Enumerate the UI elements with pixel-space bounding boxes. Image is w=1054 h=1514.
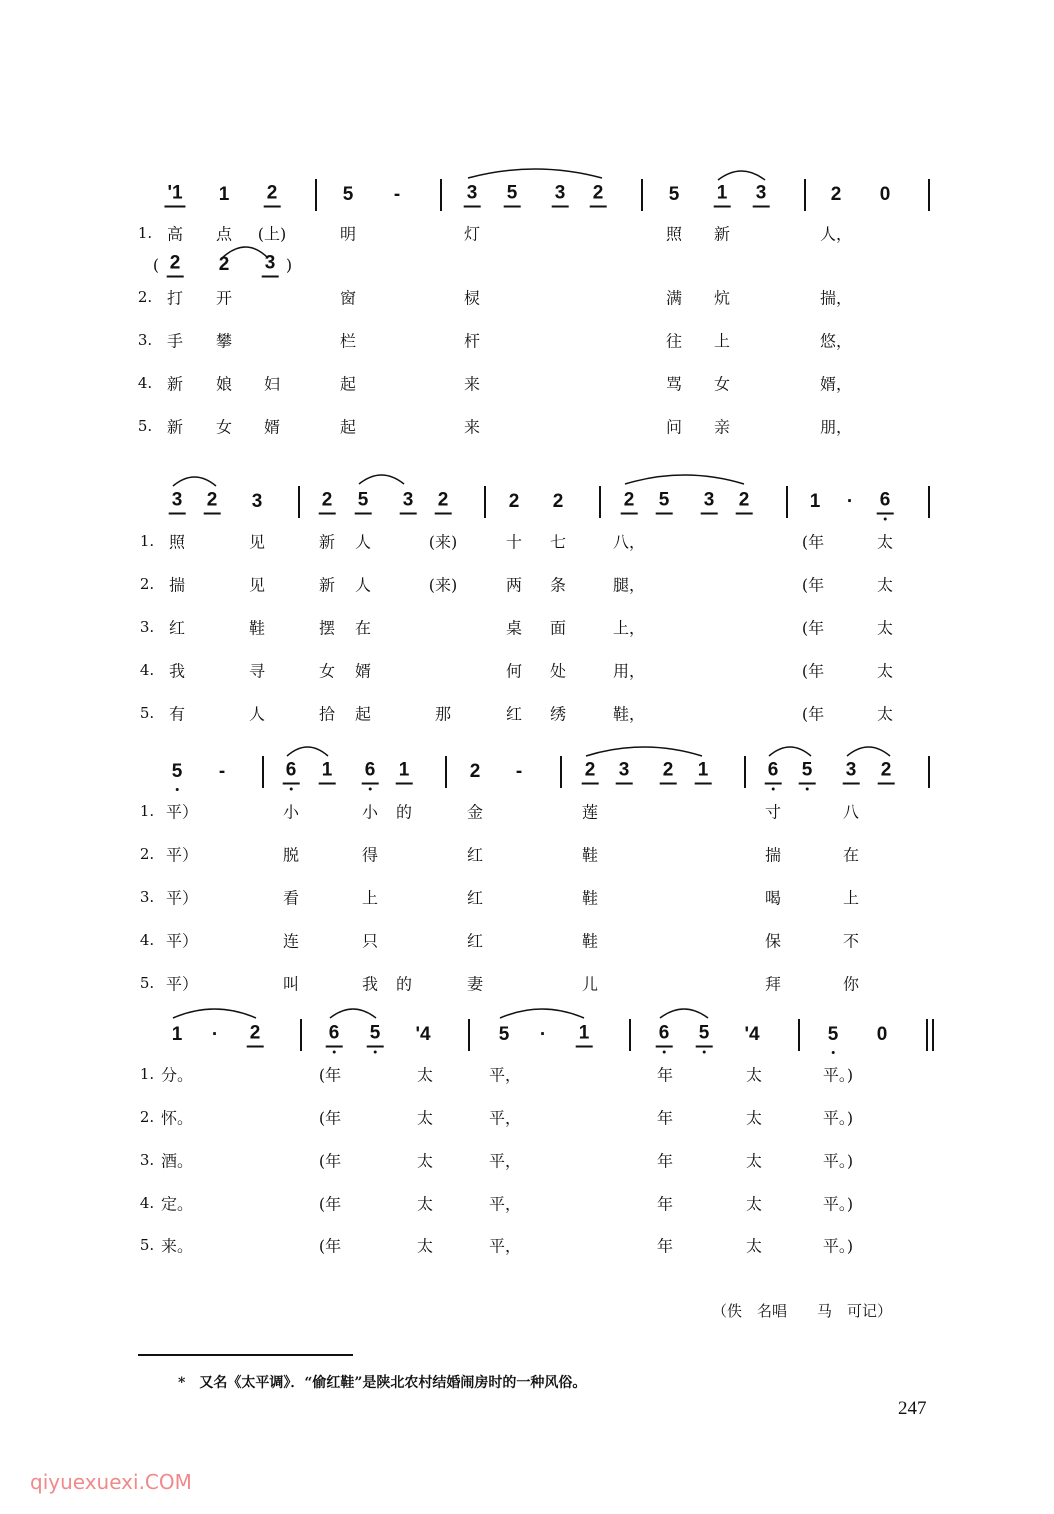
lyric: 明 [339, 224, 357, 244]
lyric: 平） [165, 888, 199, 908]
note: 1 [396, 760, 413, 785]
lyric: 平， [488, 1151, 522, 1171]
lyric: 骂 [665, 374, 683, 394]
footnote-divider [138, 1354, 353, 1356]
lyric: 平。) [822, 1108, 854, 1128]
lyric: 年 [656, 1236, 674, 1256]
lyric: (年 [801, 532, 825, 552]
note: 6 [362, 760, 379, 785]
verse-number: 1. [137, 224, 153, 242]
lyric: 婿 [263, 417, 281, 437]
note: 5 [668, 184, 680, 205]
note: 1 [171, 1024, 183, 1045]
lyric: (年 [318, 1151, 342, 1171]
lyric: 人 [354, 532, 372, 552]
note: · [539, 1024, 547, 1045]
lyric: 太 [876, 618, 894, 638]
lyric: 七 [549, 532, 567, 552]
lyric: 女 [318, 661, 336, 681]
lyric: (年 [801, 661, 825, 681]
slur [173, 477, 216, 486]
lyric: 条 [549, 575, 567, 595]
barline [641, 179, 643, 211]
note: 5 [656, 490, 673, 515]
note: 5 [799, 760, 816, 785]
note: 5 [504, 183, 521, 208]
lyric: 起 [339, 374, 357, 394]
lyric: 人 [248, 704, 266, 724]
lyric: 我 [361, 974, 379, 994]
note: 2 [319, 490, 336, 515]
lyric: 太 [416, 1194, 434, 1214]
verse-number: 4. [139, 661, 155, 679]
lyric: 新 [318, 532, 336, 552]
note: 2 [830, 184, 842, 205]
lyric: 摆 [318, 618, 336, 638]
verse-number: 2. [139, 1108, 155, 1126]
slur [847, 747, 890, 756]
lyric: 酒。 [160, 1151, 194, 1171]
lyric: (年 [318, 1194, 342, 1214]
lyric: 你 [842, 974, 860, 994]
lyric: 处 [549, 661, 567, 681]
lyric: 面 [549, 618, 567, 638]
lyric: 拾 [318, 704, 336, 724]
lyric: 朋， [819, 417, 853, 437]
lyric: 平。) [822, 1151, 854, 1171]
note: 5 [355, 490, 372, 515]
slur [500, 1009, 584, 1018]
barline [484, 486, 486, 518]
lyric: 棂 [463, 288, 481, 308]
verse-number: 3. [137, 331, 153, 349]
lyric: (年 [318, 1236, 342, 1256]
lyric: 见 [248, 532, 266, 552]
lyric: 平， [488, 1236, 522, 1256]
lyric: 平） [165, 974, 199, 994]
lyric: 揣 [764, 845, 782, 865]
lyric: 有 [168, 704, 186, 724]
verse-number: 3. [139, 618, 155, 636]
lyric: 问 [665, 417, 683, 437]
slur [173, 1009, 256, 1018]
note: 1 [319, 760, 336, 785]
aside-note: ) [285, 255, 293, 275]
slur [287, 747, 328, 756]
lyric: 太 [416, 1236, 434, 1256]
lyric: 太 [745, 1151, 763, 1171]
note: 2 [660, 760, 677, 785]
note: - [515, 761, 523, 782]
note: 2 [204, 490, 221, 515]
note: 1 [809, 491, 821, 512]
lyric: 揣， [819, 288, 853, 308]
note: 3 [843, 760, 860, 785]
slur [330, 1009, 376, 1018]
lyric: 照 [665, 224, 683, 244]
barline [300, 1019, 302, 1051]
watermark: qiyuexuexi.COM [30, 1470, 192, 1494]
verse-number: 4. [139, 1194, 155, 1212]
lyric: 新 [166, 417, 184, 437]
note: · [211, 1024, 219, 1045]
lyric: 年 [656, 1108, 674, 1128]
lyric: (年 [801, 618, 825, 638]
note: 6 [326, 1023, 343, 1048]
barline [786, 486, 788, 518]
note: 6 [877, 490, 894, 515]
lyric: 来 [463, 417, 481, 437]
slur [586, 747, 702, 756]
lyric: 上 [361, 888, 379, 908]
footnote: * 又名《太平调》．“偷红鞋”是陕北农村结婚闹房时的一种风俗。 [178, 1375, 587, 1391]
aside-note: 3 [262, 253, 279, 278]
note: 6 [656, 1023, 673, 1048]
note: 2 [469, 761, 481, 782]
barline [629, 1019, 631, 1051]
note: '4 [415, 1024, 431, 1045]
lyric: 鞋 [248, 618, 266, 638]
aside-note: ( [152, 255, 160, 275]
verse-number: 3. [139, 1151, 155, 1169]
lyric: 八 [842, 802, 860, 822]
barline [932, 1019, 934, 1051]
lyric: 婿 [354, 661, 372, 681]
lyric: 的 [395, 802, 413, 822]
lyric: 亲 [713, 417, 731, 437]
note: 5 [342, 184, 354, 205]
note: 3 [552, 183, 569, 208]
note: 3 [169, 490, 186, 515]
barline [440, 179, 442, 211]
lyric: 红 [505, 704, 523, 724]
barline [445, 756, 447, 788]
lyric: 小 [282, 802, 300, 822]
lyric: 得 [361, 845, 379, 865]
verse-number: 4. [139, 931, 155, 949]
note: 2 [264, 183, 281, 208]
lyric: 杆 [463, 331, 481, 351]
lyric: 太 [876, 704, 894, 724]
lyric: (年 [318, 1108, 342, 1128]
barline [468, 1019, 470, 1051]
lyric: 婿， [819, 374, 853, 394]
lyric: 叫 [282, 974, 300, 994]
lyric: 的 [395, 974, 413, 994]
lyric: 新 [713, 224, 731, 244]
lyric: 往 [665, 331, 683, 351]
lyric: 手 [166, 331, 184, 351]
lyric: 开 [215, 288, 233, 308]
note: 2 [508, 491, 520, 512]
note: '4 [744, 1024, 760, 1045]
note: 5 [827, 1024, 839, 1045]
lyric: 上 [713, 331, 731, 351]
note: 2 [736, 490, 753, 515]
lyric: 红 [466, 845, 484, 865]
page-number: 247 [898, 1398, 927, 1419]
barline [928, 179, 930, 211]
slur [625, 475, 744, 484]
verse-number: 1. [139, 802, 155, 820]
barline [798, 1019, 800, 1051]
lyric: (年 [318, 1065, 342, 1085]
note: 1 [576, 1023, 593, 1048]
lyric: 上， [612, 618, 646, 638]
verse-number: 5. [137, 417, 153, 435]
lyric: 不 [842, 931, 860, 951]
verse-number: 5. [139, 974, 155, 992]
lyric: 在 [842, 845, 860, 865]
lyric: (年 [801, 575, 825, 595]
lyric: 在 [354, 618, 372, 638]
note: 3 [616, 760, 633, 785]
lyric: 金 [466, 802, 484, 822]
barline [298, 486, 300, 518]
lyric: 红 [168, 618, 186, 638]
lyric: 来 [463, 374, 481, 394]
lyric: 保 [764, 931, 782, 951]
lyric: 何 [505, 661, 523, 681]
verse-number: 5. [139, 1236, 155, 1254]
performer-credit: （佚 名唱 马 可记） [712, 1302, 893, 1320]
lyric: 平） [165, 845, 199, 865]
lyric: 平。) [822, 1065, 854, 1085]
lyric: 平） [165, 931, 199, 951]
note: 2 [247, 1023, 264, 1048]
lyric: 太 [876, 575, 894, 595]
note: 2 [878, 760, 895, 785]
lyric: 太 [416, 1151, 434, 1171]
barline [926, 1019, 928, 1051]
note: 6 [765, 760, 782, 785]
slur [468, 169, 602, 178]
lyric: 来。 [160, 1236, 194, 1256]
note: 3 [701, 490, 718, 515]
lyric: 照 [168, 532, 186, 552]
lyric: 见 [248, 575, 266, 595]
note: 2 [621, 490, 638, 515]
lyric: 平， [488, 1065, 522, 1085]
lyric: 太 [745, 1065, 763, 1085]
barline [560, 756, 562, 788]
note: 3 [753, 183, 770, 208]
lyric: 妇 [263, 374, 281, 394]
barline [315, 179, 317, 211]
barline [928, 756, 930, 788]
lyric: (年 [801, 704, 825, 724]
lyric: (上) [257, 224, 287, 244]
lyric: 平。) [822, 1236, 854, 1256]
lyric: 灯 [463, 224, 481, 244]
lyric: 打 [166, 288, 184, 308]
lyric: 定。 [160, 1194, 194, 1214]
verse-number: 2. [137, 288, 153, 306]
lyric: 只 [361, 931, 379, 951]
lyric: 寸 [764, 802, 782, 822]
note: 3 [251, 491, 263, 512]
lyric: 分。 [160, 1065, 194, 1085]
lyric: 窗 [339, 288, 357, 308]
note: 5 [171, 761, 183, 782]
lyric: 人， [819, 224, 853, 244]
lyric: 平） [165, 802, 199, 822]
lyric: (来) [428, 532, 458, 552]
lyric: 平， [488, 1108, 522, 1128]
note: 1 [714, 183, 731, 208]
verse-number: 2. [139, 575, 155, 593]
lyric: 年 [656, 1151, 674, 1171]
verse-number: 1. [139, 532, 155, 550]
lyric: 太 [745, 1108, 763, 1128]
note: 5 [498, 1024, 510, 1045]
verse-number: 2. [139, 845, 155, 863]
note: '1 [164, 183, 185, 208]
lyric: 上 [842, 888, 860, 908]
verse-number: 3. [139, 888, 155, 906]
lyric: 鞋 [581, 931, 599, 951]
lyric: 看 [282, 888, 300, 908]
note: 1 [218, 184, 230, 205]
lyric: 起 [354, 704, 372, 724]
lyric: 高 [166, 224, 184, 244]
note: - [218, 761, 226, 782]
lyric: 太 [416, 1065, 434, 1085]
lyric: 太 [416, 1108, 434, 1128]
lyric: 儿 [581, 974, 599, 994]
lyric: 年 [656, 1194, 674, 1214]
verse-number: 1. [139, 1065, 155, 1083]
note: 0 [876, 1024, 888, 1045]
note: · [846, 491, 854, 512]
note: 0 [879, 184, 891, 205]
lyric: 鞋 [581, 888, 599, 908]
barline [262, 756, 264, 788]
lyric: 新 [318, 575, 336, 595]
note: 3 [400, 490, 417, 515]
lyric: (来) [428, 575, 458, 595]
note: 2 [552, 491, 564, 512]
lyric: 栏 [339, 331, 357, 351]
barline [928, 486, 930, 518]
lyric: 太 [745, 1194, 763, 1214]
lyric: 怀。 [160, 1108, 194, 1128]
lyric: 满 [665, 288, 683, 308]
barline [804, 179, 806, 211]
lyric: 红 [466, 888, 484, 908]
lyric: 腿， [612, 575, 646, 595]
note: 6 [283, 760, 300, 785]
lyric: 年 [656, 1065, 674, 1085]
lyric: 太 [876, 532, 894, 552]
note: 5 [367, 1023, 384, 1048]
lyric: 新 [166, 374, 184, 394]
lyric: 绣 [549, 704, 567, 724]
lyric: 太 [745, 1236, 763, 1256]
lyric: 八， [612, 532, 646, 552]
lyric: 娘 [215, 374, 233, 394]
lyric: 平。) [822, 1194, 854, 1214]
aside-note: 2 [167, 253, 184, 278]
lyric: 平， [488, 1194, 522, 1214]
lyric: 太 [876, 661, 894, 681]
note: - [393, 184, 401, 205]
lyric: 莲 [581, 802, 599, 822]
slur [660, 1009, 708, 1018]
slur [359, 475, 404, 484]
lyric: 脱 [282, 845, 300, 865]
lyric: 桌 [505, 618, 523, 638]
lyric: 点 [215, 224, 233, 244]
note: 2 [590, 183, 607, 208]
lyric: 小 [361, 802, 379, 822]
lyric: 拜 [764, 974, 782, 994]
note: 1 [695, 760, 712, 785]
lyric: 妻 [466, 974, 484, 994]
lyric: 十 [505, 532, 523, 552]
lyric: 两 [505, 575, 523, 595]
lyric: 炕 [713, 288, 731, 308]
lyric: 我 [168, 661, 186, 681]
lyric: 鞋 [581, 845, 599, 865]
lyric: 起 [339, 417, 357, 437]
slur [718, 171, 765, 180]
lyric: 女 [713, 374, 731, 394]
barline [599, 486, 601, 518]
slur [769, 747, 811, 756]
lyric: 人 [354, 575, 372, 595]
lyric: 女 [215, 417, 233, 437]
barline [744, 756, 746, 788]
lyric: 揣 [168, 575, 186, 595]
note: 2 [435, 490, 452, 515]
lyric: 那 [434, 704, 452, 724]
lyric: 寻 [248, 661, 266, 681]
note: 3 [464, 183, 481, 208]
lyric: 悠， [819, 331, 853, 351]
verse-number: 4. [137, 374, 153, 392]
lyric: 鞋， [612, 704, 646, 724]
aside-note: 2 [218, 254, 230, 275]
lyric: 红 [466, 931, 484, 951]
verse-number: 5. [139, 704, 155, 722]
lyric: 攀 [215, 331, 233, 351]
lyric: 连 [282, 931, 300, 951]
lyric: 喝 [764, 888, 782, 908]
lyric: 用， [612, 661, 646, 681]
note: 2 [582, 760, 599, 785]
note: 5 [696, 1023, 713, 1048]
